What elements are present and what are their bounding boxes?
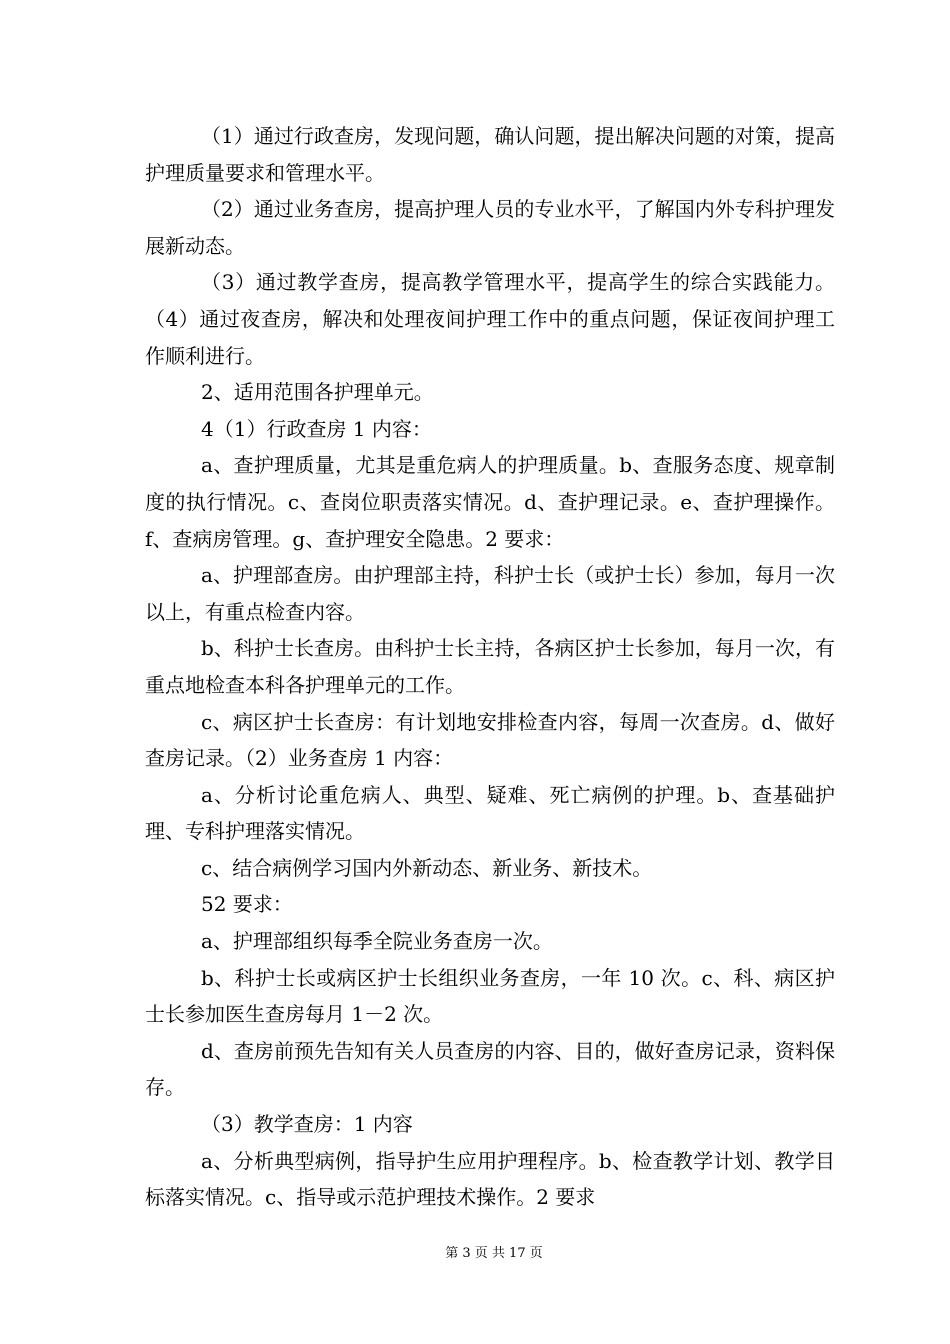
paragraph-12: 52 要求：	[201, 892, 293, 917]
paragraph-1: （1）通过行政查房，发现问题，确认问题，提出解决问题的对策，提高护理质量要求和管理水平。	[145, 124, 835, 185]
page-footer	[0, 1245, 950, 1263]
paragraph-8: b、科护士长查房。由科护士长主持，各病区护士长参加，每月一次，有重点地检查本科各护理单元的工作。	[145, 636, 835, 697]
paragraph-9: c、病区护士长查房：有计划地安排检查内容，每周一次查房。d、做好查房记录。（2）业务查房 1 内容：	[145, 709, 835, 771]
paragraph-10: a、分析讨论重危病人、典型、疑难、死亡病例的护理。b、查基础护理、专科护理落实情况。	[145, 782, 835, 844]
paragraph-14: b、科护士长或病区护士长组织业务查房，一年 10 次。c、科、病区护士长参加医生查房每月 1－2 次。	[145, 965, 835, 1027]
document-body	[145, 118, 835, 1216]
paragraph-13: a、护理部组织每季全院业务查房一次。	[201, 929, 553, 954]
paragraph-5: 4（1）行政查房 1 内容：	[201, 416, 432, 441]
page-number-label: 第 3 页 共 17 页	[445, 1246, 543, 1261]
paragraph-6: a、查护理质量，尤其是重危病人的护理质量。b、查服务态度、规章制度的执行情况。c、查岗位职责落实情况。d、查护理记录。e、查护理操作。f、查病房管理。g、查护理安全隐患。2 要求：	[145, 453, 835, 551]
paragraph-7: a、护理部查房。由护理部主持，科护士长（或护士长）参加，每月一次以上，有重点检查内容。	[145, 563, 835, 624]
paragraph-11: c、结合病例学习国内外新动态、新业务、新技术。	[201, 855, 653, 880]
paragraph-17: a、分析典型病例，指导护生应用护理程序。b、检查教学计划、教学目标落实情况。c、指导或示范护理技术操作。2 要求	[145, 1148, 835, 1210]
paragraph-2: （2）通过业务查房，提高护理人员的专业水平，了解国内外专科护理发展新动态。	[145, 197, 835, 258]
paragraph-4: 2、适用范围各护理单元。	[201, 380, 434, 405]
paragraph-16: （3）教学查房：1 内容	[201, 1112, 413, 1137]
paragraph-15: d、查房前预先告知有关人员查房的内容、目的，做好查房记录，资料保存。	[145, 1038, 835, 1100]
paragraph-3: （3）通过教学查房，提高教学管理水平，提高学生的综合实践能力。（4）通过夜查房，解决和处理夜间护理工作中的重点问题，保证夜间护理工作顺利进行。	[145, 270, 835, 368]
